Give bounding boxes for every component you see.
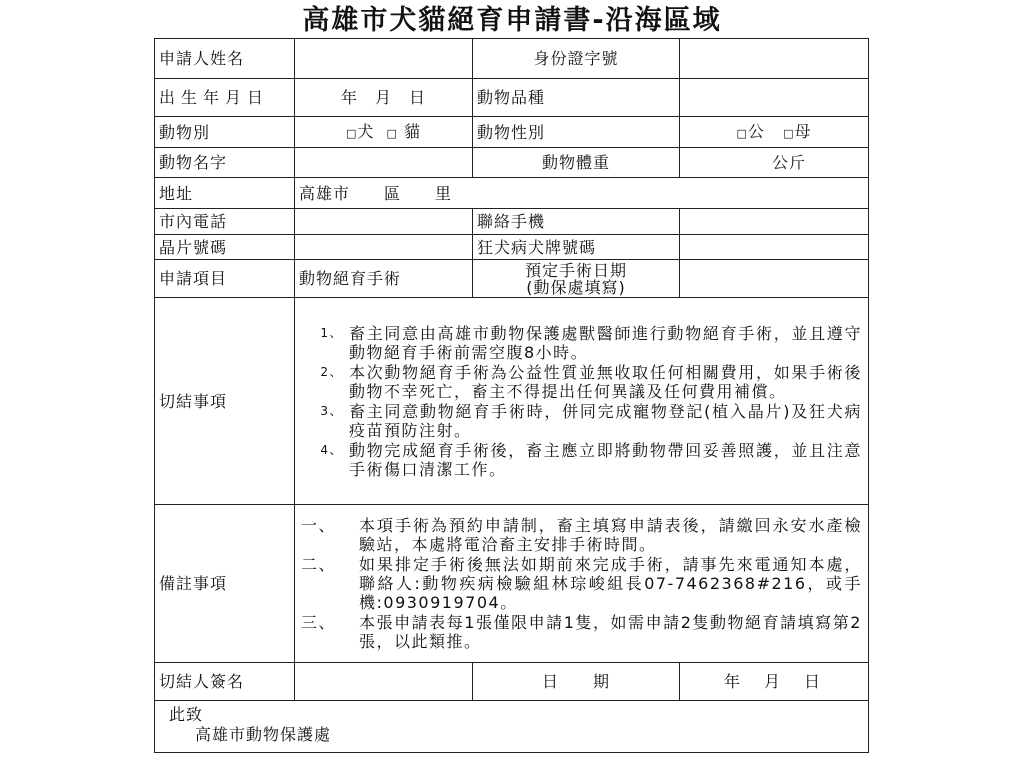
form-title: 高雄市犬貓絕育申請書-沿海區域 — [302, 5, 722, 36]
item-value: 動物絕育手術 — [295, 260, 473, 298]
row-applicant — [155, 39, 869, 79]
note-number: 二、 — [301, 555, 337, 574]
surgery-date-label: 預定手術日期 — [524, 260, 627, 280]
address-field[interactable]: 高雄市 區 里 — [295, 178, 869, 209]
signature-label: 切結人簽名 — [155, 663, 295, 701]
breed-label: 動物品種 — [473, 79, 680, 117]
checkbox-dog[interactable]: □ — [345, 126, 358, 140]
closing-recipient: 高雄市動物保護處 — [195, 725, 332, 744]
row-species — [155, 117, 869, 148]
birth-label: 出生年月日 — [155, 79, 295, 117]
clause-text: 畜主同意由高雄市動物保護處獸醫師進行動物絕育手術，並且遵守動物絕育手術前需空腹8小時。 — [349, 323, 862, 362]
note-item — [299, 516, 862, 554]
clause-number: 2、 — [320, 364, 343, 379]
row-phone — [155, 209, 869, 235]
pledge-label: 切結事項 — [155, 298, 295, 505]
applicant-name-field[interactable] — [295, 39, 473, 79]
applicant-name-label: 申請人姓名 — [155, 39, 295, 79]
row-address — [155, 178, 869, 209]
note-text: 如果排定手術後無法如期前來完成手術，請事先來電通知本處，聯絡人:動物疾病檢驗組林琮峻組長07-7462368#216，或手機:0930919704。 — [359, 555, 862, 612]
surgery-date-note: (動保處填寫) — [526, 277, 626, 297]
pledge-clause — [299, 441, 862, 479]
note-number: 三、 — [301, 613, 337, 632]
note-text: 本項手術為預約申請制，畜主填寫申請表後，請繳回永安水產檢驗站，本處將電洽畜主安排手術時間。 — [359, 516, 862, 554]
sex-label: 動物性別 — [473, 117, 680, 148]
clause-text: 畜主同意動物絕育手術時，併同完成寵物登記(植入晶片)及狂犬病疫苗預防注射。 — [349, 401, 862, 440]
item-label: 申請項目 — [155, 260, 295, 298]
row-signature — [155, 663, 869, 701]
note-item — [299, 613, 862, 651]
row-application-item — [155, 260, 869, 298]
breed-field[interactable] — [680, 79, 869, 117]
animal-name-field[interactable] — [295, 148, 473, 178]
id-number-field[interactable] — [680, 39, 869, 79]
clause-text: 動物完成絕育手術後，畜主應立即將動物帶回妥善照護，並且注意手術傷口清潔工作。 — [349, 440, 862, 479]
mobile-label: 聯絡手機 — [473, 209, 680, 235]
closing-block — [155, 701, 869, 753]
note-number: 一、 — [301, 516, 337, 535]
rabies-tag-field[interactable] — [680, 235, 869, 260]
signature-field[interactable] — [295, 663, 473, 701]
id-number-label: 身份證字號 — [473, 39, 680, 79]
mobile-field[interactable] — [680, 209, 869, 235]
sex-female-label: 母 — [794, 121, 812, 141]
row-notes — [155, 505, 869, 663]
rabies-tag-label: 狂犬病犬牌號碼 — [473, 235, 680, 260]
weight-field[interactable] — [680, 148, 869, 178]
checkbox-cat[interactable]: □ — [386, 126, 398, 140]
row-chip — [155, 235, 869, 260]
row-pledge — [155, 298, 869, 505]
checkbox-female[interactable]: □ — [783, 126, 795, 140]
row-closing — [155, 701, 869, 753]
sex-options — [680, 117, 869, 148]
notes-label: 備註事項 — [155, 505, 295, 663]
clause-number: 3、 — [320, 403, 343, 418]
checkbox-male[interactable]: □ — [736, 126, 748, 140]
application-form-table — [154, 38, 869, 753]
note-item — [299, 555, 862, 612]
clause-number: 4、 — [320, 442, 343, 457]
phone-label: 市內電話 — [155, 209, 295, 235]
species-label: 動物別 — [155, 117, 295, 148]
species-cat-label: 貓 — [404, 121, 422, 141]
pledge-clause — [299, 363, 862, 401]
closing-salutation: 此致 — [169, 705, 204, 724]
phone-field[interactable] — [295, 209, 473, 235]
signature-date-field[interactable]: 年 月 日 — [680, 663, 869, 701]
clause-text: 本次動物絕育手術為公益性質並無收取任何相關費用，如果手術後動物不幸死亡，畜主不得提出任何異議及任何費用補償。 — [349, 362, 862, 401]
row-birth — [155, 79, 869, 117]
surgery-date-field[interactable] — [680, 260, 869, 298]
species-options — [295, 117, 473, 148]
pledge-clause — [299, 324, 862, 362]
note-text: 本張申請表每1張僅限申請1隻，如需申請2隻動物絕育請填寫第2張，以此類推。 — [359, 613, 862, 651]
birth-date-field[interactable]: 年 月 日 — [295, 79, 473, 117]
notes-items — [295, 505, 869, 663]
clause-number: 1、 — [320, 325, 343, 340]
surgery-date-label-cell — [473, 260, 680, 298]
species-dog-label: 犬 — [357, 121, 375, 141]
signature-date-label: 日 期 — [473, 663, 680, 701]
pledge-clauses — [295, 298, 869, 505]
weight-unit: 公斤 — [771, 153, 806, 172]
animal-name-label: 動物名字 — [155, 148, 295, 178]
pledge-clause — [299, 402, 862, 440]
sex-male-label: 公 — [747, 121, 765, 141]
address-label: 地址 — [155, 178, 295, 209]
row-animal-name — [155, 148, 869, 178]
weight-label: 動物體重 — [473, 148, 680, 178]
chip-label: 晶片號碼 — [155, 235, 295, 260]
chip-field[interactable] — [295, 235, 473, 260]
